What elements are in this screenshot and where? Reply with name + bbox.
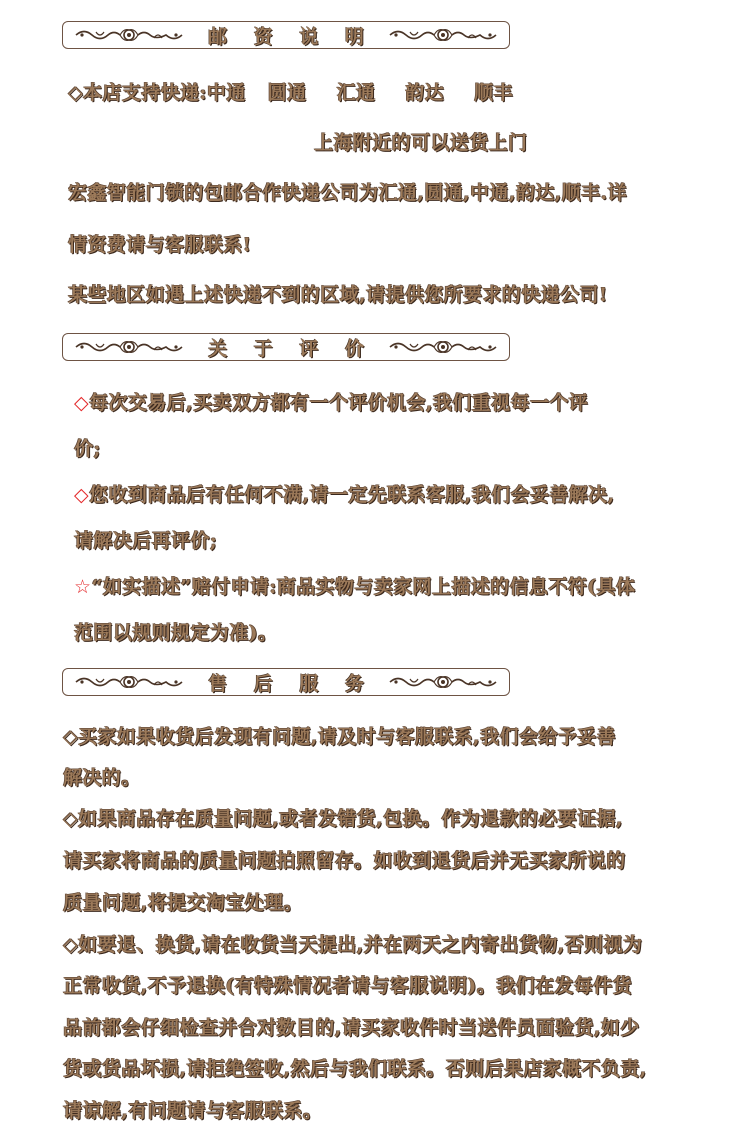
left-ornament-icon (74, 26, 184, 44)
shipping-line-1: 宏鑫智能门锁的包邮合作快递公司为汇通,圆通,中通,韵达,顺丰.详 (68, 182, 627, 204)
left-ornament-icon (74, 673, 184, 691)
right-ornament-icon (388, 26, 498, 44)
after-sales-line-8: 品前都会仔细检查并合对数目的,请买家收件时当送件员面验货,如少 (63, 1017, 640, 1039)
shipping-banner (62, 21, 510, 49)
after-sales-banner (62, 668, 510, 696)
shipping-title: 邮 资 说 明 (208, 25, 374, 48)
after-sales-line-4: 请买家将商品的质量问题拍照留存。如收到退货后并无买家所说的 (63, 850, 626, 872)
review-title: 关 于 评 价 (208, 337, 374, 360)
couriers-prefix: ◇本店支持快递:中通 (68, 82, 246, 104)
couriers-line (68, 78, 513, 105)
after-sales-title: 售 后 服 务 (208, 672, 374, 695)
left-ornament-icon (74, 338, 184, 356)
diamond-bullet-icon: ◇ (74, 484, 90, 506)
review-line-1: ◇每次交易后,买卖双方都有一个评价机会,我们重视每一个评 (74, 392, 589, 414)
after-sales-line-7: 正常收货,不予退换(有特殊情况者请与客服说明)。我们在发每件货 (63, 975, 632, 997)
right-ornament-icon (388, 673, 498, 691)
courier-shunfeng: 顺丰 (474, 82, 513, 104)
review-line-5: ☆“如实描述”赔付申请:商品实物与卖家网上描述的信息不符(具体 (74, 576, 636, 598)
review-line-4: 请解决后再评价; (74, 530, 218, 552)
courier-huitong: 汇通 (336, 82, 376, 104)
diamond-bullet-icon: ◇ (74, 392, 90, 414)
after-sales-line-1: ◇买家如果收货后发现有问题,请及时与客服联系,我们会给予妥善 (63, 726, 616, 748)
after-sales-line-5: 质量问题,将提交淘宝处理。 (63, 892, 303, 914)
star-bullet-icon: ☆ (74, 576, 92, 598)
after-sales-line-6: ◇如要退、换货,请在收货当天提出,并在两天之内寄出货物,否则视为 (63, 934, 643, 956)
courier-yuantong: 圆通 (267, 82, 307, 104)
review-banner (62, 333, 510, 361)
after-sales-line-3: ◇如果商品存在质量问题,或者发错货,包换。作为退款的必要证据, (63, 808, 623, 830)
review-line-6: 范围以规则规定为准)。 (74, 622, 278, 644)
review-line-3: ◇您收到商品后有任何不满,请一定先联系客服,我们会妥善解决, (74, 484, 615, 506)
shipping-line-2: 情资费请与客服联系! (68, 234, 252, 256)
right-ornament-icon (388, 338, 498, 356)
after-sales-line-9: 货或货品坏损,请拒绝签收,然后与我们联系。否则后果店家概不负责, (63, 1058, 647, 1080)
courier-yunda: 韵达 (405, 82, 445, 104)
shipping-line-3: 某些地区如遇上述快递不到的区域,请提供您所要求的快递公司! (68, 284, 608, 306)
review-line-2: 价; (74, 438, 101, 460)
after-sales-line-10: 请谅解,有问题请与客服联系。 (63, 1100, 323, 1122)
after-sales-line-2: 解决的。 (63, 767, 141, 789)
shanghai-note: 上海附近的可以送货上门 (314, 132, 528, 154)
